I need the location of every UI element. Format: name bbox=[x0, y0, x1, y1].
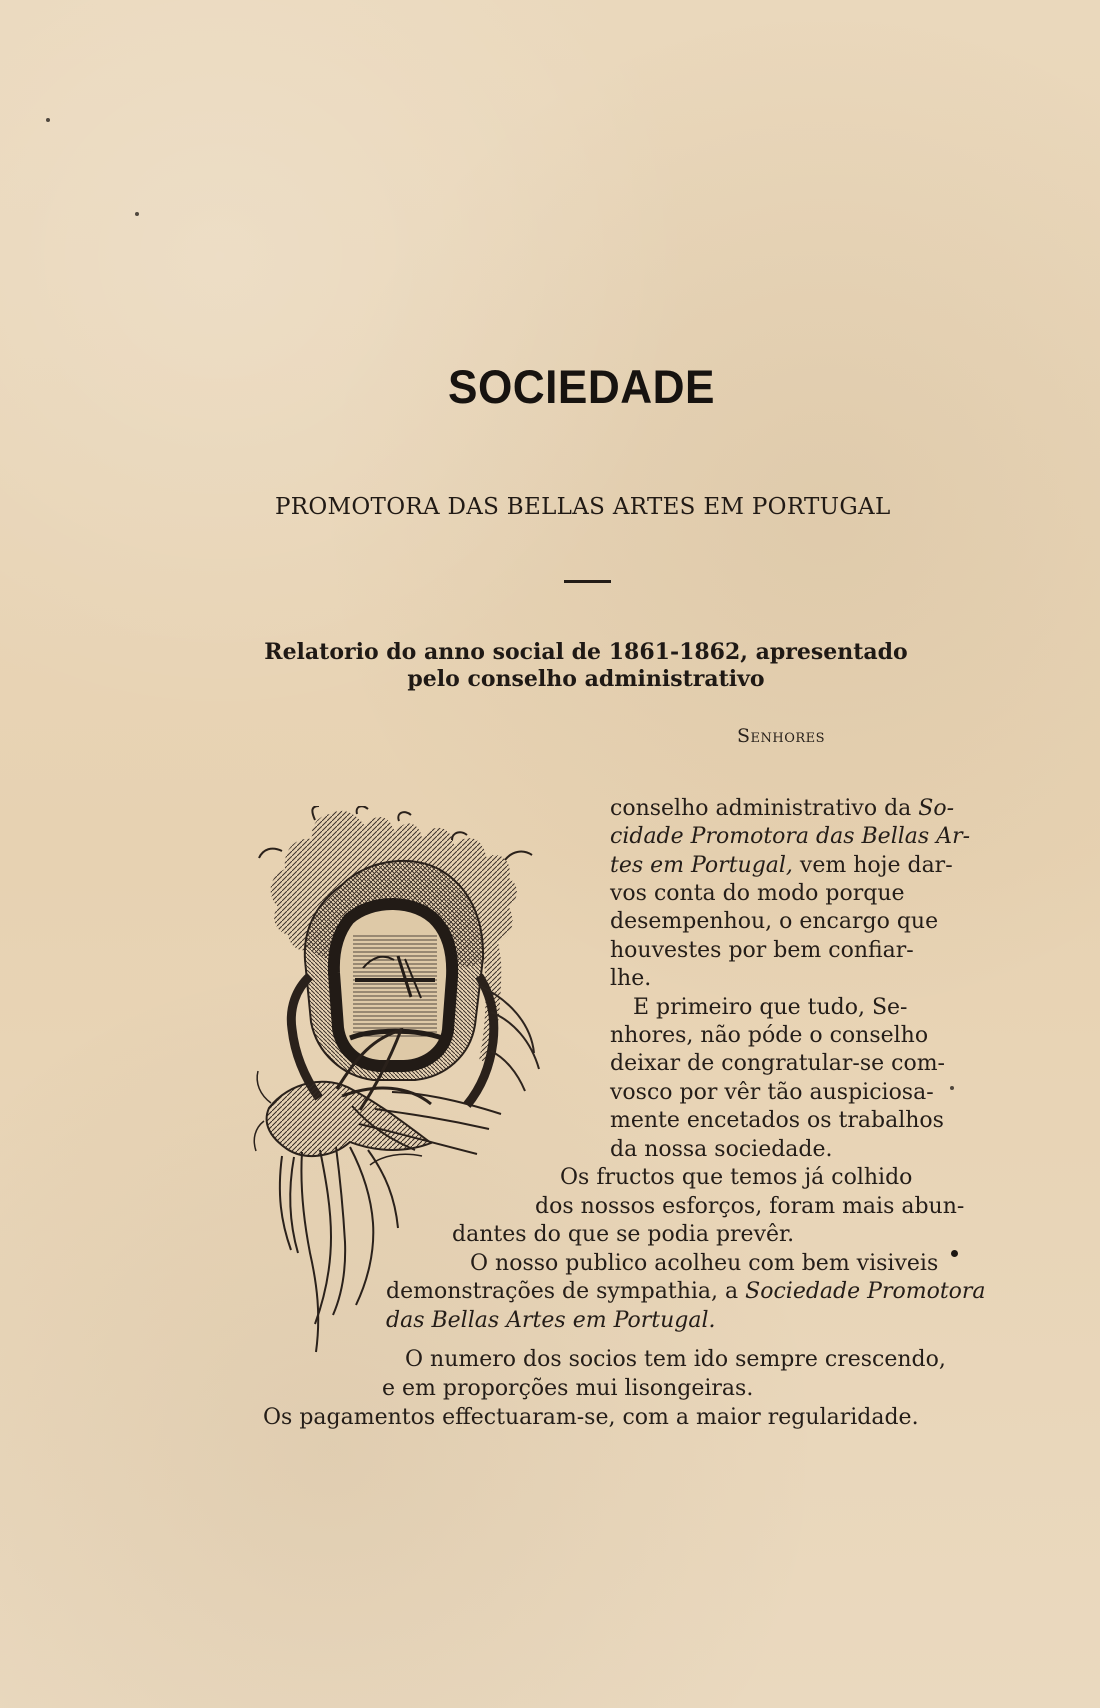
body-line-18: demonstrações de sympathia, a Sociedade Promotora bbox=[386, 1279, 986, 1304]
body-line-4: vos conta do modo porque bbox=[610, 881, 905, 906]
body-line-20: O numero dos socios tem ido sempre crescendo, bbox=[405, 1347, 946, 1372]
body-line-16: dantes do que se podia prevêr. bbox=[452, 1222, 795, 1247]
body-line-22: Os pagamentos effectuaram-se, com a maior regularidade. bbox=[263, 1405, 919, 1430]
subtitle: PROMOTORA DAS BELLAS ARTES EM PORTUGAL bbox=[275, 494, 891, 520]
body-line-21: e em proporções mui lisongeiras. bbox=[382, 1376, 754, 1401]
speck bbox=[135, 212, 139, 216]
body-line-14: Os fructos que temos já colhido bbox=[560, 1165, 913, 1190]
body-line-7: lhe. bbox=[610, 966, 652, 991]
body-line-12: mente encetados os trabalhos bbox=[610, 1108, 944, 1133]
page-title: SOCIEDADE bbox=[448, 360, 715, 413]
body-line-8: E primeiro que tudo, Se- bbox=[633, 995, 908, 1020]
body-line-2: cidade Promotora das Bellas Ar- bbox=[610, 824, 971, 849]
body-line-6: houvestes por bem confiar- bbox=[610, 938, 914, 963]
body-line-1: conselho administrativo da So- bbox=[610, 796, 955, 821]
body-line-13: da nossa sociedade. bbox=[610, 1137, 833, 1162]
body-line-3: tes em Portugal, vem hoje dar- bbox=[610, 853, 953, 878]
section-divider bbox=[564, 580, 611, 583]
body-line-10: deixar de congratular-se com- bbox=[610, 1051, 945, 1076]
body-line-17: O nosso publico acolheu com bem visiveis bbox=[470, 1251, 939, 1276]
body-line-9: nhores, não póde o conselho bbox=[610, 1023, 929, 1048]
speck bbox=[951, 1250, 958, 1257]
salutation: Senhores bbox=[737, 725, 826, 747]
body-line-19: das Bellas Artes em Portugal. bbox=[386, 1308, 716, 1333]
report-heading: Relatorio do anno social de 1861-1862, apresentado pelo conselho administrativo bbox=[264, 639, 908, 692]
body-line-15: dos nossos esforços, foram mais abun- bbox=[535, 1194, 965, 1219]
speck bbox=[46, 118, 50, 122]
speck bbox=[950, 1086, 954, 1090]
body-line-5: desempenhou, o encargo que bbox=[610, 909, 939, 934]
body-line-11: vosco por vêr tão auspiciosa- bbox=[610, 1080, 934, 1105]
